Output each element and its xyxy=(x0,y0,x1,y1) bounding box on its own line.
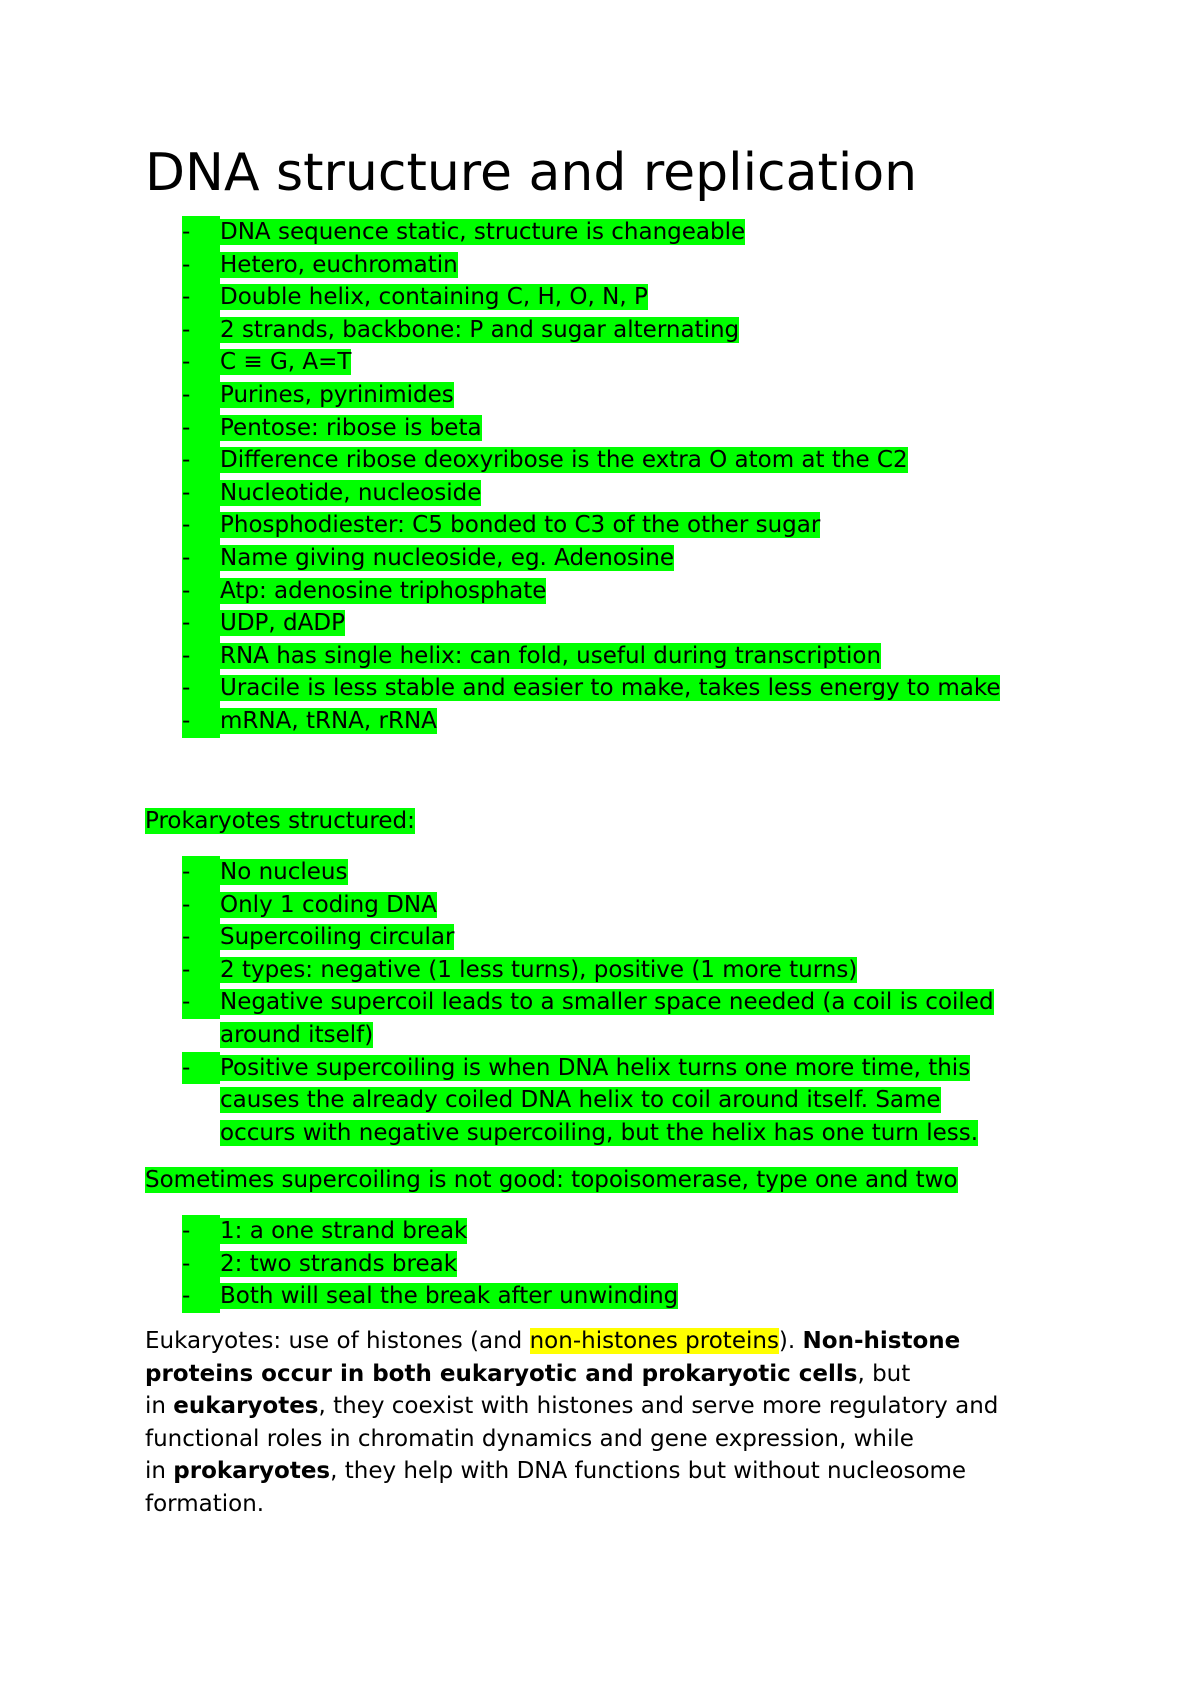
list-item-text: Double helix, containing C, H, O, N, P xyxy=(220,284,648,311)
paragraph-line xyxy=(145,1488,1105,1521)
list-item xyxy=(182,1248,1082,1281)
list-item xyxy=(182,379,1082,412)
list-item xyxy=(182,542,1082,575)
list-item xyxy=(182,1280,1082,1313)
bullet-dash: - xyxy=(182,346,220,379)
list-item xyxy=(182,249,1082,282)
list-item-text: Supercoiling circular xyxy=(220,924,455,951)
list-item-text: Name giving nucleoside, eg. Adenosine xyxy=(220,544,675,571)
list-item xyxy=(182,889,1082,922)
list-item-text: UDP, dADP xyxy=(220,610,345,637)
prokaryotes-heading-text: Prokaryotes structured: xyxy=(145,808,415,834)
text-run: in xyxy=(145,1393,174,1420)
bullet-dash: - xyxy=(182,509,220,542)
bold-text: Non-histone xyxy=(802,1328,961,1354)
bullet-dash: - xyxy=(182,954,220,987)
supercoiling-note-text: Sometimes supercoiling is not good: topoisomerase, type one and two xyxy=(145,1167,958,1193)
bullet-dash: - xyxy=(182,607,220,640)
bullet-dash: - xyxy=(182,444,220,477)
list-item xyxy=(182,856,1082,889)
list-item xyxy=(182,509,1082,542)
list-item-text: No nucleus xyxy=(220,859,348,885)
paragraph-line xyxy=(145,1325,1105,1358)
bold-text: proteins occur in both eukaryotic and prokaryotic cells xyxy=(145,1360,858,1387)
list-item xyxy=(182,607,1082,640)
list-item-text: Only 1 coding DNA xyxy=(220,891,437,918)
bullet-dash: - xyxy=(182,477,220,510)
dna-structure-list xyxy=(182,216,1082,738)
text-run: ). xyxy=(778,1328,803,1354)
list-item-text: Purines, pyrinimides xyxy=(220,381,454,408)
list-item-text-continued: around itself) xyxy=(220,1021,374,1048)
list-item xyxy=(182,346,1082,379)
list-item-text: Both will seal the break after unwinding xyxy=(220,1283,679,1310)
prokaryotes-list xyxy=(182,856,1082,1149)
bullet-dash: - xyxy=(182,672,220,705)
eukaryotes-paragraph xyxy=(145,1325,1105,1521)
text-run: , but xyxy=(857,1360,911,1387)
list-item-text: DNA sequence static, structure is changeable xyxy=(220,219,746,245)
bullet-dash: - xyxy=(182,575,220,608)
document-title: DNA structure and replication xyxy=(145,143,918,203)
list-item-text: 1: a one strand break xyxy=(220,1218,468,1244)
bullet-dash: - xyxy=(182,314,220,347)
bullet-dash: - xyxy=(182,1215,220,1248)
list-item xyxy=(182,1215,1082,1248)
bullet-dash: - xyxy=(182,379,220,412)
list-item-text: Atp: adenosine triphosphate xyxy=(220,577,547,604)
list-item-text: 2: two strands break xyxy=(220,1250,458,1277)
bold-text: eukaryotes xyxy=(173,1393,319,1420)
bullet-dash: - xyxy=(182,705,220,738)
bullet-dash: - xyxy=(182,921,220,954)
list-item-text-continued: causes the already coiled DNA helix to coil around itself. Same xyxy=(220,1087,941,1114)
list-item-text: 2 strands, backbone: P and sugar alternating xyxy=(220,316,740,343)
bold-text: prokaryotes xyxy=(173,1458,331,1485)
paragraph-line xyxy=(145,1455,1105,1488)
list-item xyxy=(182,640,1082,673)
bullet-dash: - xyxy=(182,412,220,445)
list-item-text: Pentose: ribose is beta xyxy=(220,414,482,441)
list-item xyxy=(182,672,1082,705)
supercoiling-note xyxy=(145,1164,958,1197)
list-item xyxy=(182,444,1082,477)
list-item-text: mRNA, tRNA, rRNA xyxy=(220,707,437,734)
bullet-dash: - xyxy=(182,216,220,249)
list-item xyxy=(182,986,1082,1051)
list-item-text: Negative supercoil leads to a smaller space needed (a coil is coiled xyxy=(220,989,994,1016)
text-run: , they help with DNA functions but without nucleosome xyxy=(330,1458,967,1485)
list-item-text: Uracile is less stable and easier to make, takes less energy to make xyxy=(220,675,1001,702)
bullet-dash: - xyxy=(182,249,220,282)
list-item xyxy=(182,477,1082,510)
text-run: , they coexist with histones and serve more regulatory and xyxy=(318,1393,999,1420)
list-item-text: Hetero, euchromatin xyxy=(220,251,458,278)
list-item-text: C ≡ G, A=T xyxy=(220,349,352,376)
list-item xyxy=(182,216,1082,249)
list-item-text: Phosphodiester: C5 bonded to C3 of the other sugar xyxy=(220,512,821,539)
bullet-dash: - xyxy=(182,640,220,673)
list-item-text: Difference ribose deoxyribose is the extra O atom at the C2 xyxy=(220,447,908,474)
list-item xyxy=(182,314,1082,347)
text-run: Eukaryotes: use of histones (and xyxy=(145,1328,530,1354)
list-item-text: 2 types: negative (1 less turns), positive (1 more turns) xyxy=(220,956,858,983)
list-item xyxy=(182,705,1082,738)
list-item xyxy=(182,1052,1082,1150)
bullet-dash: - xyxy=(182,1248,220,1281)
bullet-dash: - xyxy=(182,986,220,1019)
bullet-dash: - xyxy=(182,1052,220,1085)
list-item xyxy=(182,281,1082,314)
highlighted-text: non-histones proteins xyxy=(529,1328,779,1354)
paragraph-line xyxy=(145,1358,1105,1391)
list-item-text: RNA has single helix: can fold, useful during transcription xyxy=(220,642,882,669)
bullet-dash: - xyxy=(182,281,220,314)
bullet-dash: - xyxy=(182,856,220,889)
list-item xyxy=(182,921,1082,954)
list-item xyxy=(182,412,1082,445)
text-run: in xyxy=(145,1458,174,1485)
bullet-dash: - xyxy=(182,889,220,922)
prokaryotes-heading xyxy=(145,805,415,838)
list-item xyxy=(182,954,1082,987)
text-run: formation. xyxy=(145,1490,265,1517)
text-run: functional roles in chromatin dynamics and gene expression, while xyxy=(145,1425,914,1452)
paragraph-line xyxy=(145,1423,1105,1456)
paragraph-line xyxy=(145,1390,1105,1423)
list-item-text: Nucleotide, nucleoside xyxy=(220,479,482,506)
topoisomerase-list xyxy=(182,1215,1082,1313)
bullet-dash: - xyxy=(182,542,220,575)
bullet-dash: - xyxy=(182,1280,220,1313)
list-item xyxy=(182,575,1082,608)
list-item-text: Positive supercoiling is when DNA helix turns one more time, this xyxy=(220,1054,971,1081)
list-item-text-continued: occurs with negative supercoiling, but the helix has one turn less. xyxy=(220,1119,979,1146)
